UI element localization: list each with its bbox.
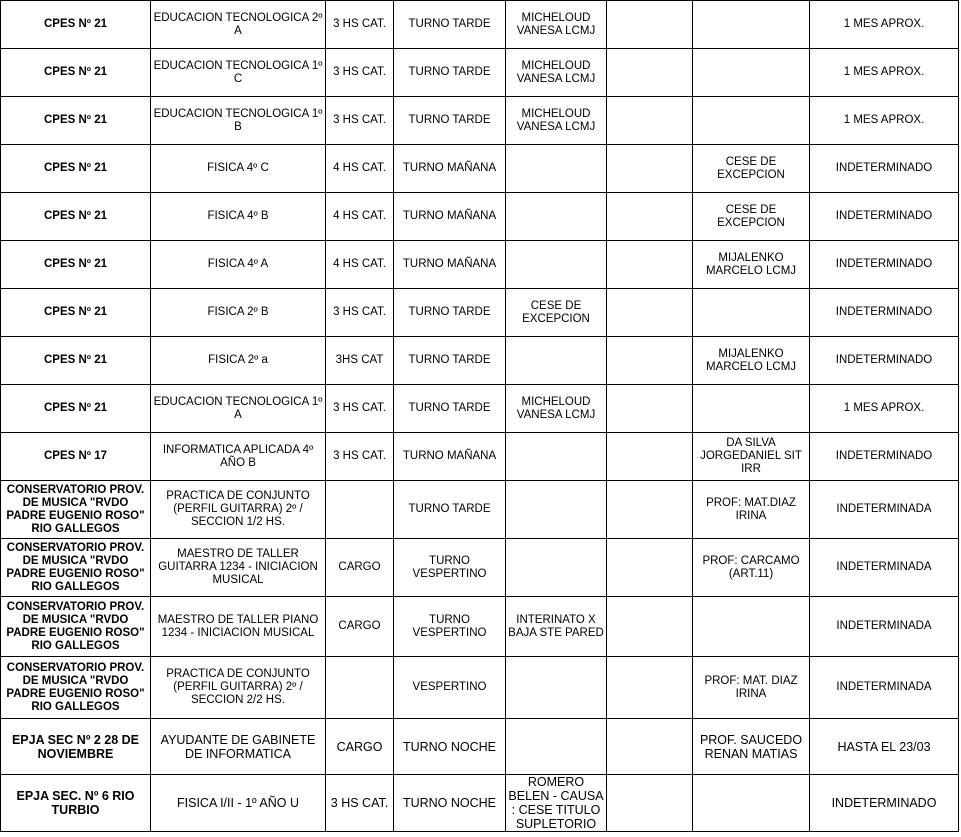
- subject-cell: EDUCACION TECNOLOGICA 1º A: [151, 385, 326, 433]
- school-cell: CPES Nº 21: [1, 289, 151, 337]
- school-cell: CPES Nº 21: [1, 193, 151, 241]
- shift-cell: TURNO TARDE: [394, 289, 506, 337]
- shift-cell: TURNO NOCHE: [394, 719, 506, 775]
- school-cell: CONSERVATORIO PROV. DE MUSICA "RVDO PADRE EUGENIO ROSO" RIO GALLEGOS: [1, 481, 151, 539]
- note-cell: [506, 241, 607, 289]
- duration-cell: INDETERMINADA: [810, 539, 959, 597]
- empty-cell: [607, 1, 693, 49]
- table-row: [1, 1, 959, 49]
- shift-cell: TURNO TARDE: [394, 337, 506, 385]
- table-row: [1, 481, 959, 539]
- hours-cell: CARGO: [326, 539, 394, 597]
- school-cell: CPES Nº 21: [1, 337, 151, 385]
- note-cell: MICHELOUD VANESA LCMJ: [506, 385, 607, 433]
- shift-cell: TURNO VESPERTINO: [394, 597, 506, 657]
- empty-cell: [607, 145, 693, 193]
- shift-cell: TURNO TARDE: [394, 49, 506, 97]
- shift-cell: TURNO MAÑANA: [394, 193, 506, 241]
- teacher-cell: [693, 597, 810, 657]
- empty-cell: [607, 775, 693, 832]
- hours-cell: 3 HS CAT.: [326, 49, 394, 97]
- empty-cell: [607, 289, 693, 337]
- hours-cell: CARGO: [326, 719, 394, 775]
- duration-cell: INDETERMINADO: [810, 241, 959, 289]
- hours-cell: 4 HS CAT.: [326, 193, 394, 241]
- note-cell: [506, 433, 607, 481]
- hours-cell: 4 HS CAT.: [326, 241, 394, 289]
- duration-cell: INDETERMINADO: [810, 145, 959, 193]
- teacher-cell: CESE DE EXCEPCION: [693, 193, 810, 241]
- hours-cell: 3 HS CAT.: [326, 433, 394, 481]
- duration-cell: INDETERMINADA: [810, 597, 959, 657]
- shift-cell: TURNO MAÑANA: [394, 241, 506, 289]
- duration-cell: INDETERMINADA: [810, 481, 959, 539]
- note-cell: [506, 539, 607, 597]
- shift-cell: TURNO VESPERTINO: [394, 539, 506, 597]
- school-cell: CPES Nº 21: [1, 145, 151, 193]
- shift-cell: TURNO MAÑANA: [394, 145, 506, 193]
- duration-cell: 1 MES APROX.: [810, 49, 959, 97]
- subject-cell: AYUDANTE DE GABINETE DE INFORMATICA: [151, 719, 326, 775]
- shift-cell: TURNO NOCHE: [394, 775, 506, 832]
- empty-cell: [607, 337, 693, 385]
- teacher-cell: CESE DE EXCEPCION: [693, 145, 810, 193]
- subject-cell: FISICA 4º C: [151, 145, 326, 193]
- table-row: [1, 337, 959, 385]
- empty-cell: [607, 385, 693, 433]
- shift-cell: TURNO MAÑANA: [394, 433, 506, 481]
- duration-cell: INDETERMINADO: [810, 775, 959, 832]
- hours-cell: CARGO: [326, 597, 394, 657]
- school-cell: CPES Nº 21: [1, 385, 151, 433]
- teacher-cell: MIJALENKO MARCELO LCMJ: [693, 241, 810, 289]
- note-cell: MICHELOUD VANESA LCMJ: [506, 49, 607, 97]
- hours-cell: 3 HS CAT.: [326, 289, 394, 337]
- duration-cell: INDETERMINADO: [810, 193, 959, 241]
- teacher-cell: [693, 289, 810, 337]
- empty-cell: [607, 539, 693, 597]
- shift-cell: TURNO TARDE: [394, 97, 506, 145]
- subject-cell: INFORMATICA APLICADA 4º AÑO B: [151, 433, 326, 481]
- note-cell: [506, 193, 607, 241]
- teacher-cell: PROF: CARCAMO (ART.11): [693, 539, 810, 597]
- table-row: [1, 97, 959, 145]
- empty-cell: [607, 241, 693, 289]
- school-cell: EPJA SEC Nº 2 28 DE NOVIEMBRE: [1, 719, 151, 775]
- table-row: [1, 241, 959, 289]
- school-cell: CPES Nº 17: [1, 433, 151, 481]
- note-cell: [506, 481, 607, 539]
- table-row: [1, 719, 959, 775]
- note-cell: MICHELOUD VANESA LCMJ: [506, 97, 607, 145]
- table-row: [1, 289, 959, 337]
- table-row: [1, 385, 959, 433]
- subject-cell: EDUCACION TECNOLOGICA 1º C: [151, 49, 326, 97]
- hours-cell: 4 HS CAT.: [326, 145, 394, 193]
- subject-cell: FISICA 4º A: [151, 241, 326, 289]
- empty-cell: [607, 193, 693, 241]
- note-cell: MICHELOUD VANESA LCMJ: [506, 1, 607, 49]
- duration-cell: INDETERMINADO: [810, 433, 959, 481]
- teacher-cell: [693, 97, 810, 145]
- subject-cell: EDUCACION TECNOLOGICA 2º A: [151, 1, 326, 49]
- subject-cell: FISICA I/II - 1º AÑO U: [151, 775, 326, 832]
- school-cell: CPES Nº 21: [1, 97, 151, 145]
- duration-cell: INDETERMINADA: [810, 657, 959, 719]
- teacher-cell: PROF: MAT.DIAZ IRINA: [693, 481, 810, 539]
- duration-cell: HASTA EL 23/03: [810, 719, 959, 775]
- empty-cell: [607, 97, 693, 145]
- hours-cell: 3HS CAT: [326, 337, 394, 385]
- table-row: [1, 539, 959, 597]
- note-cell: ROMERO BELEN - CAUSA : CESE TITULO SUPLETORIO: [506, 775, 607, 832]
- subject-cell: MAESTRO DE TALLER PIANO 1234 - INICIACION MUSICAL: [151, 597, 326, 657]
- note-cell: INTERINATO X BAJA STE PARED: [506, 597, 607, 657]
- note-cell: [506, 719, 607, 775]
- table-row: [1, 433, 959, 481]
- hours-cell: 3 HS CAT.: [326, 775, 394, 832]
- teacher-cell: MIJALENKO MARCELO LCMJ: [693, 337, 810, 385]
- subject-cell: FISICA 2º a: [151, 337, 326, 385]
- note-cell: [506, 145, 607, 193]
- shift-cell: VESPERTINO: [394, 657, 506, 719]
- empty-cell: [607, 657, 693, 719]
- empty-cell: [607, 49, 693, 97]
- hours-cell: 3 HS CAT.: [326, 385, 394, 433]
- shift-cell: TURNO TARDE: [394, 1, 506, 49]
- school-cell: EPJA SEC. Nº 6 RIO TURBIO: [1, 775, 151, 832]
- note-cell: [506, 657, 607, 719]
- table-row: [1, 49, 959, 97]
- duration-cell: 1 MES APROX.: [810, 1, 959, 49]
- hours-cell: 3 HS CAT.: [326, 97, 394, 145]
- teacher-cell: DA SILVA JORGEDANIEL SIT IRR: [693, 433, 810, 481]
- empty-cell: [607, 719, 693, 775]
- school-cell: CONSERVATORIO PROV. DE MUSICA "RVDO PADRE EUGENIO ROSO" RIO GALLEGOS: [1, 657, 151, 719]
- school-cell: CPES Nº 21: [1, 241, 151, 289]
- teacher-cell: [693, 49, 810, 97]
- table-row: [1, 657, 959, 719]
- subject-cell: FISICA 2º B: [151, 289, 326, 337]
- duration-cell: 1 MES APROX.: [810, 97, 959, 145]
- duration-cell: INDETERMINADO: [810, 289, 959, 337]
- empty-cell: [607, 433, 693, 481]
- duration-cell: INDETERMINADO: [810, 337, 959, 385]
- subject-cell: EDUCACION TECNOLOGICA 1º B: [151, 97, 326, 145]
- school-cell: CONSERVATORIO PROV. DE MUSICA "RVDO PADRE EUGENIO ROSO" RIO GALLEGOS: [1, 597, 151, 657]
- table-row: [1, 193, 959, 241]
- teacher-cell: PROF: MAT. DIAZ IRINA: [693, 657, 810, 719]
- empty-cell: [607, 481, 693, 539]
- school-cell: CPES Nº 21: [1, 1, 151, 49]
- teacher-cell: [693, 385, 810, 433]
- shift-cell: TURNO TARDE: [394, 481, 506, 539]
- empty-cell: [607, 597, 693, 657]
- school-cell: CONSERVATORIO PROV. DE MUSICA "RVDO PADRE EUGENIO ROSO" RIO GALLEGOS: [1, 539, 151, 597]
- table-row: [1, 775, 959, 832]
- note-cell: [506, 337, 607, 385]
- hours-cell: [326, 481, 394, 539]
- table-body: [1, 1, 959, 832]
- table-row: [1, 145, 959, 193]
- subject-cell: PRACTICA DE CONJUNTO (PERFIL GUITARRA) 2º / SECCION 2/2 HS.: [151, 657, 326, 719]
- shift-cell: TURNO TARDE: [394, 385, 506, 433]
- duration-cell: 1 MES APROX.: [810, 385, 959, 433]
- school-cell: CPES Nº 21: [1, 49, 151, 97]
- hours-cell: 3 HS CAT.: [326, 1, 394, 49]
- teacher-cell: [693, 775, 810, 832]
- teacher-cell: [693, 1, 810, 49]
- subject-cell: MAESTRO DE TALLER GUITARRA 1234 - INICIACION MUSICAL: [151, 539, 326, 597]
- subject-cell: PRACTICA DE CONJUNTO (PERFIL GUITARRA) 2º / SECCION 1/2 HS.: [151, 481, 326, 539]
- note-cell: CESE DE EXCEPCION: [506, 289, 607, 337]
- subject-cell: FISICA 4º B: [151, 193, 326, 241]
- hours-cell: [326, 657, 394, 719]
- table-row: [1, 597, 959, 657]
- teacher-cell: PROF. SAUCEDO RENAN MATIAS: [693, 719, 810, 775]
